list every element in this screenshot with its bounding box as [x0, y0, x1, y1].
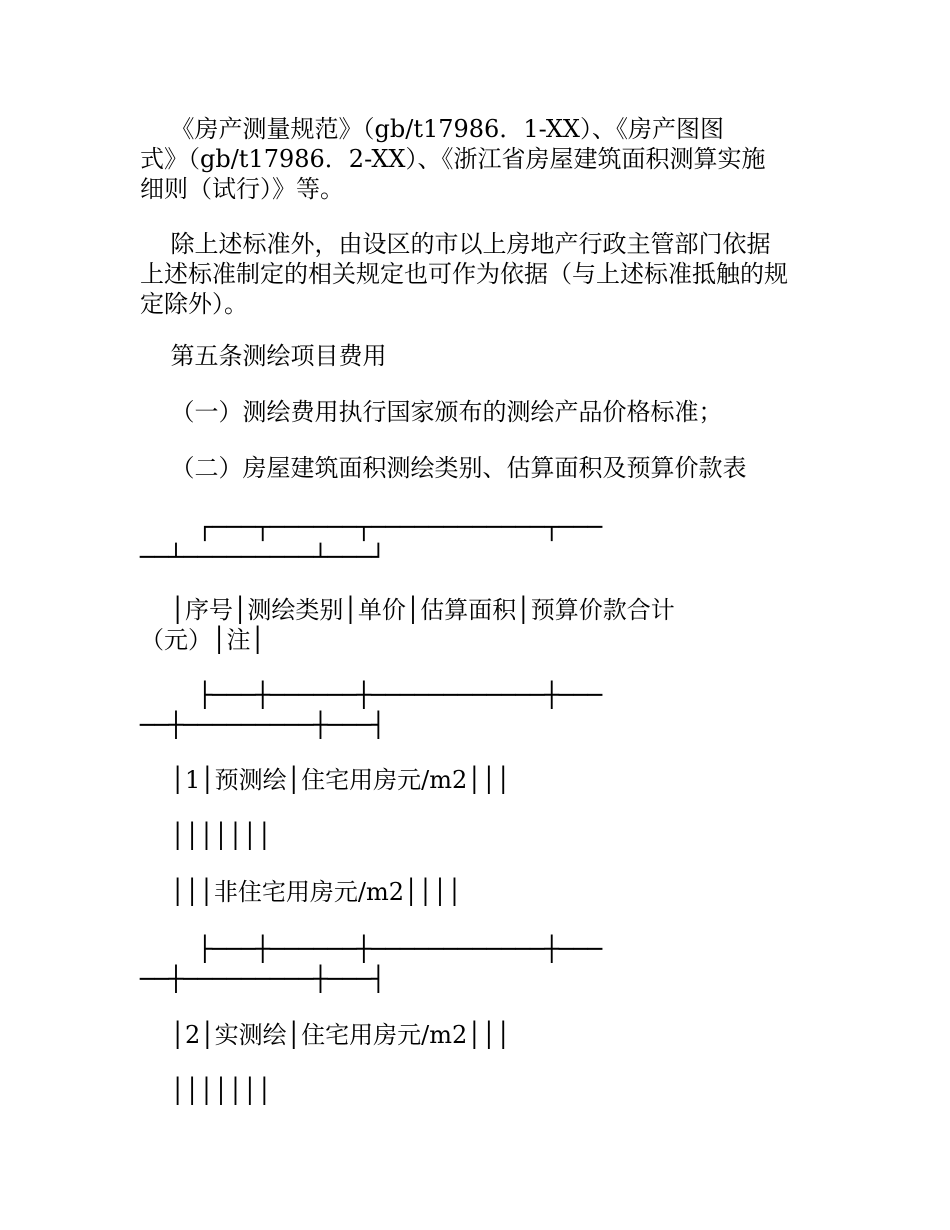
para1-line2: 式》（gb/t17986．2-XX）、《浙江省房屋建筑面积测算实施 [140, 145, 766, 173]
para1-line1: 《房产测量规范》（gb/t17986．1-XX）、《房产图图 [140, 115, 725, 143]
table-top-border-1: ┌───┬──────┬────────────┬─── [140, 513, 603, 541]
para2-line3: 定除外）。 [140, 290, 248, 318]
para1-line3: 细则（试行）》等。 [140, 175, 344, 203]
item1: （一）测绘费用执行国家颁布的测绘产品价格标准； [140, 398, 723, 426]
table-row-2b: │││││││ [140, 1077, 272, 1105]
table-separator-1a: ├───┼──────┼────────────┼─── [140, 681, 603, 709]
item2: （二）房屋建筑面积测绘类别、估算面积及预算价款表 [140, 454, 747, 482]
article5-heading: 第五条测绘项目费用 [140, 342, 387, 370]
table-separator-2a: ├───┼──────┼────────────┼─── [140, 935, 603, 963]
table-separator-2b: ──┼─────────┼───┤ [140, 965, 386, 993]
para2-line2: 上述标准制定的相关规定也可作为依据（与上述标准抵触的规 [140, 260, 788, 288]
table-header-1: │序号│测绘类别│单价│估算面积│预算价款合计 [140, 596, 675, 624]
table-row-1c: │││非住宅用房元/m2││││ [140, 878, 462, 906]
table-row-2: │2│实测绘│住宅用房元/m2│││ [140, 1021, 511, 1049]
table-row-1: │1│预测绘│住宅用房元/m2│││ [140, 766, 511, 794]
table-separator-1b: ──┼─────────┼───┤ [140, 711, 386, 739]
table-row-1b: │││││││ [140, 822, 272, 850]
table-top-border-2: ──┴─────────┴───┘ [140, 543, 386, 571]
table-header-2: （元）│注│ [140, 626, 265, 654]
para2-line1: 除上述标准外，由设区的市以上房地产行政主管部门依据 [140, 230, 771, 258]
